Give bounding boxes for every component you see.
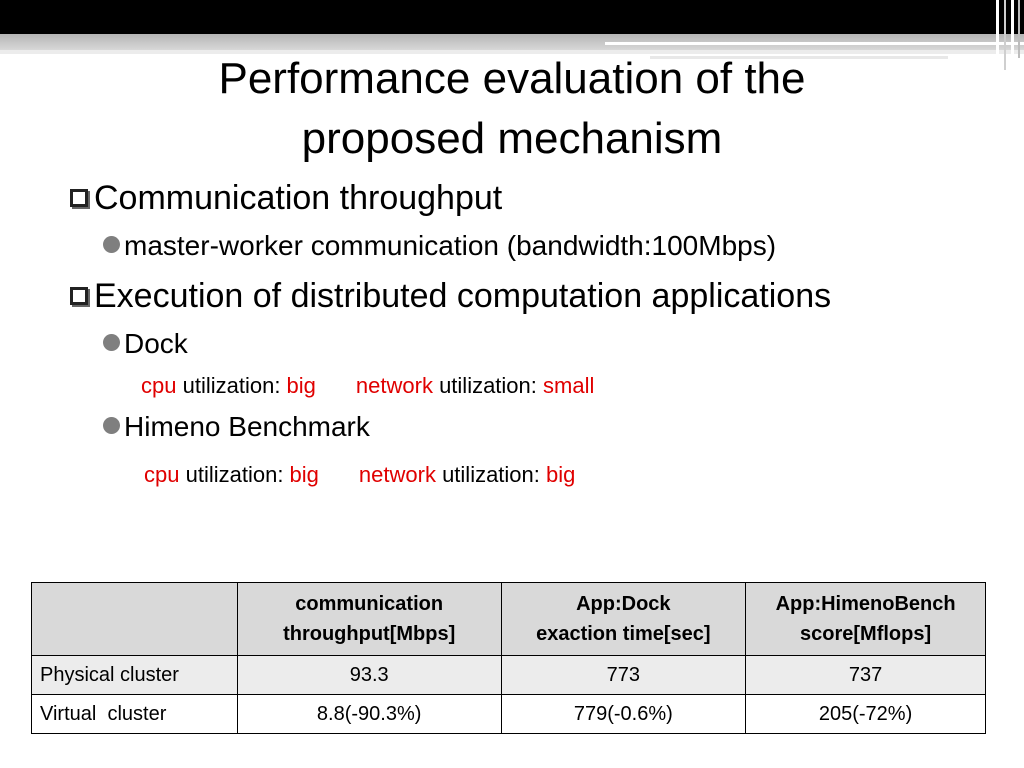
header-himeno-line1: App:HimenoBench: [775, 593, 956, 615]
bullet-dock-text: Dock: [124, 328, 188, 359]
table-header-dock: [501, 583, 746, 656]
dock-cpu-value: big: [286, 373, 316, 398]
table-row: [32, 656, 986, 695]
dock-network-label: utilization:: [432, 373, 544, 398]
cell-virtual-himeno: 205(-72%): [746, 695, 986, 734]
row-label-virtual: Virtual cluster: [32, 695, 238, 734]
header-dock-line1: App:Dock: [576, 593, 671, 615]
dock-network-word: network: [355, 373, 433, 398]
table-header-cell-empty: [32, 583, 238, 656]
bullet-execution-text: Execution of distributed computation applications: [94, 277, 832, 315]
cell-physical-dock: 773: [501, 656, 746, 695]
circle-bullet-icon: [103, 236, 120, 253]
bullet-communication: [70, 178, 502, 218]
row-label-physical: Physical cluster: [32, 656, 238, 695]
himeno-network-label: utilization:: [435, 462, 547, 487]
results-table: [31, 582, 986, 734]
himeno-network-word: network: [358, 462, 436, 487]
header-stripe-4: [1018, 0, 1020, 58]
table-header-himeno: [746, 583, 986, 656]
table-header-throughput: [237, 583, 501, 656]
cell-physical-himeno: 737: [746, 656, 986, 695]
square-bullet-icon: [70, 189, 88, 207]
dock-cpu-word: cpu: [141, 373, 177, 398]
bullet-communication-text: Communication throughput: [94, 179, 503, 217]
slide-title-line-2: proposed mechanism: [301, 114, 723, 163]
bullet-execution: [70, 276, 831, 316]
square-bullet-icon: [70, 287, 88, 305]
header-black-bar: [0, 0, 1024, 34]
table-header-row: [32, 583, 986, 656]
table-row: [32, 695, 986, 734]
bullet-himeno-text: Himeno Benchmark: [124, 411, 370, 442]
himeno-cpu-label: utilization:: [179, 462, 290, 487]
header-dock-line2: exaction time[sec]: [536, 623, 711, 645]
circle-bullet-icon: [103, 417, 120, 434]
dock-network-value: small: [543, 373, 595, 398]
header-stripe-1: [996, 0, 999, 62]
cell-virtual-dock: 779(-0.6%): [501, 695, 746, 734]
bullet-himeno: [103, 410, 370, 444]
header-throughput-line1: communication: [295, 593, 444, 615]
himeno-network-value: big: [546, 462, 576, 487]
bullet-comm-sub-text: master-worker communication (bandwidth:100Mbps): [124, 230, 777, 261]
header-accent-line: [605, 42, 1024, 45]
bullet-comm-sub: [103, 229, 776, 263]
bullet-dock: [103, 327, 188, 361]
himeno-cpu-value: big: [289, 462, 319, 487]
header-himeno-line2: score[Mflops]: [800, 623, 932, 645]
cell-physical-throughput: 93.3: [237, 656, 501, 695]
header-throughput-line2: throughput[Mbps]: [283, 623, 456, 645]
himeno-utilization: [144, 461, 575, 489]
slide-title-line-1: Performance evaluation of the: [218, 54, 806, 103]
himeno-cpu-word: cpu: [144, 462, 180, 487]
circle-bullet-icon: [103, 334, 120, 351]
dock-cpu-label: utilization:: [176, 373, 287, 398]
cell-virtual-throughput: 8.8(-90.3%): [237, 695, 501, 734]
dock-utilization: [141, 372, 594, 400]
